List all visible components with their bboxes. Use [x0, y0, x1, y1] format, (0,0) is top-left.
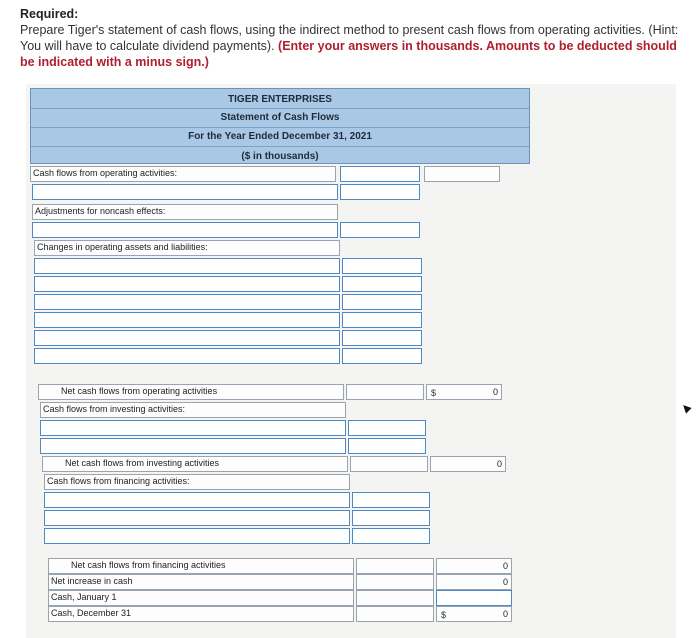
cash-dec-value: 0 — [502, 609, 508, 619]
changes-heading-row — [34, 240, 340, 256]
amount-input[interactable] — [348, 438, 426, 454]
currency-symbol: $ — [431, 388, 437, 398]
amount-input[interactable] — [352, 528, 430, 544]
net-increase-value: 0 — [502, 577, 508, 587]
hint-bold-text: (Enter your answers in thousands. Amounts to be deducted should be indicated with a minus sign.) — [20, 39, 677, 69]
cash-jan-input[interactable] — [436, 590, 512, 606]
description-input[interactable] — [34, 294, 340, 310]
cash-jan-label: Cash, January 1 — [51, 592, 117, 602]
amount-cell — [350, 456, 428, 472]
amount-input[interactable] — [348, 420, 426, 436]
net-cfi-total — [430, 456, 506, 472]
amount-input[interactable] — [342, 312, 422, 328]
description-input[interactable] — [32, 184, 338, 200]
instruction-text — [20, 22, 690, 70]
net-cfo-row — [38, 384, 344, 400]
description-input[interactable] — [32, 222, 338, 238]
amount-input[interactable] — [342, 276, 422, 292]
cfi-heading-row — [40, 402, 346, 418]
amount-input[interactable] — [340, 184, 420, 200]
header-divider — [31, 108, 529, 109]
instructions — [20, 6, 690, 70]
description-input[interactable] — [34, 330, 340, 346]
company-name: TIGER ENTERPRISES — [228, 94, 332, 105]
description-input[interactable] — [34, 276, 340, 292]
total-cell — [424, 166, 500, 182]
net-cfo-total — [426, 384, 502, 400]
header-divider — [31, 127, 529, 128]
net-cfi-value: 0 — [496, 459, 502, 469]
net-cff-row — [48, 558, 354, 574]
net-cfo-value: 0 — [492, 387, 498, 397]
cff-heading: Cash flows from financing activities: — [47, 476, 190, 486]
cash-dec-label: Cash, December 31 — [51, 608, 132, 618]
statement-header — [30, 88, 530, 164]
amount-cell — [356, 574, 434, 590]
cfo-heading-row — [30, 166, 336, 182]
amount-cell — [346, 384, 424, 400]
amount-input[interactable] — [342, 294, 422, 310]
net-increase-total — [436, 574, 512, 590]
statement-units: ($ in thousands) — [241, 151, 319, 162]
description-input[interactable] — [44, 528, 350, 544]
description-input[interactable] — [34, 312, 340, 328]
amount-input[interactable] — [352, 510, 430, 526]
instruction-line: Prepare Tiger's statement of cash flows, using the indirect method to present cash flows from operating activities. — [20, 23, 645, 37]
amount-input[interactable] — [340, 222, 420, 238]
statement-title: Statement of Cash Flows — [220, 112, 340, 123]
amount-input[interactable] — [342, 348, 422, 364]
required-label: Required: — [20, 7, 79, 21]
amount-input[interactable] — [342, 330, 422, 346]
cff-heading-row — [44, 474, 350, 490]
cash-jan-row — [48, 590, 354, 606]
adjustments-heading-row — [32, 204, 338, 220]
amount-input[interactable] — [352, 492, 430, 508]
net-cfi-row — [42, 456, 348, 472]
description-input[interactable] — [44, 510, 350, 526]
header-divider — [31, 146, 529, 147]
net-cff-total — [436, 558, 512, 574]
changes-heading: Changes in operating assets and liabilities: — [37, 242, 208, 252]
hint-text: (Hint: You will have to calculate dividend payments). — [20, 23, 679, 53]
net-cff-label: Net cash flows from financing activities — [71, 560, 226, 570]
net-increase-label: Net increase in cash — [51, 576, 133, 586]
cash-dec-row — [48, 606, 354, 622]
amount-cell — [356, 590, 434, 606]
cfi-heading: Cash flows from investing activities: — [43, 404, 186, 414]
currency-symbol: $ — [441, 610, 447, 620]
cfo-heading: Cash flows from operating activities: — [33, 168, 178, 178]
cash-dec-total — [436, 606, 512, 622]
description-input[interactable] — [44, 492, 350, 508]
amount-input[interactable] — [340, 166, 420, 182]
amount-cell — [356, 606, 434, 622]
amount-input[interactable] — [342, 258, 422, 274]
net-cfo-label: Net cash flows from operating activities — [61, 386, 218, 396]
net-cff-value: 0 — [502, 561, 508, 571]
description-input[interactable] — [40, 420, 346, 436]
description-input[interactable] — [34, 348, 340, 364]
amount-cell — [356, 558, 434, 574]
statement-period: For the Year Ended December 31, 2021 — [188, 131, 372, 142]
adjustments-heading: Adjustments for noncash effects: — [35, 206, 166, 216]
cash-flow-worksheet — [26, 84, 676, 638]
description-input[interactable] — [34, 258, 340, 274]
net-cfi-label: Net cash flows from investing activities — [65, 458, 220, 468]
description-input[interactable] — [40, 438, 346, 454]
net-increase-row — [48, 574, 354, 590]
mouse-cursor-icon — [680, 402, 691, 413]
